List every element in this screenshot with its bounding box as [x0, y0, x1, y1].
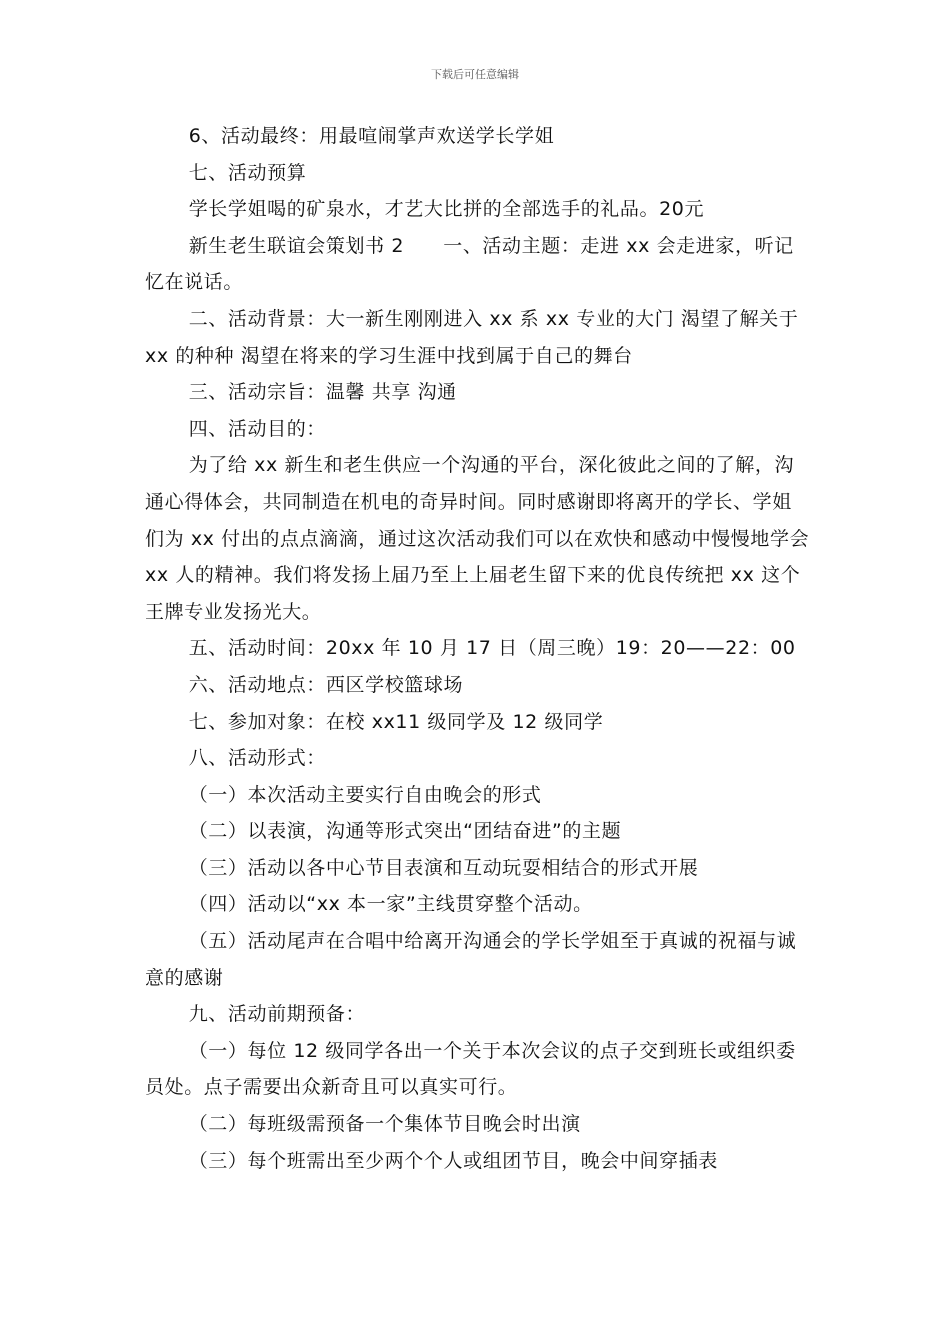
- paragraph: （三）活动以各中心节目表演和互动玩耍相结合的形式开展: [188, 856, 699, 879]
- paragraph: （四）活动以“xx 本一家”主线贯穿整个活动。: [188, 893, 593, 916]
- paragraph: 新生老生联谊会策划书 2 一、活动主题：走进 xx 会走进家，听记忆在说话。: [145, 234, 794, 294]
- paragraph: 七、参加对象：在校 xx11 级同学及 12 级同学: [188, 710, 604, 733]
- paragraph: （二）每班级需预备一个集体节目晚会时出演: [188, 1113, 581, 1136]
- paragraph: （一）每位 12 级同学各出一个关于本次会议的点子交到班长或组织委员处。点子需要出众新奇且可以真实可行。: [145, 1039, 796, 1099]
- paragraph: 为了给 xx 新生和老生供应一个沟通的平台，深化彼此之间的了解，沟通心得体会，共同制造在机电的奇异时间。同时感谢即将离开的学长、学姐们为 xx 付出的点点滴滴，通过这次活动我们可以在欢快和感动中慢慢地学会 xx 人的精神。我们将发扬上届乃至上上届老生留下来的优良传统把 xx 这个王牌专业发扬光大。: [145, 454, 816, 623]
- paragraph: 二、活动背景：大一新生刚刚进入 xx 系 xx 专业的大门 渴望了解关于 xx 的种种 渴望在将来的学习生涯中找到属于自己的舞台: [145, 307, 806, 367]
- paragraph: 学长学姐喝的矿泉水，才艺大比拼的全部选手的礼品。20元: [188, 198, 705, 221]
- paragraph: 九、活动前期预备：: [188, 1003, 366, 1026]
- paragraph: 6、活动最终：用最喧闹掌声欢送学长学姐: [188, 125, 555, 147]
- paragraph: 四、活动目的：: [188, 417, 326, 440]
- paragraph: （二）以表演，沟通等形式突出“团结奋进”的主题: [188, 820, 622, 843]
- paragraph: 三、活动宗旨：温馨 共享 沟通: [188, 381, 457, 404]
- paragraph: （一）本次活动主要实行自由晚会的形式: [188, 783, 542, 806]
- page-header: 下载后可任意编辑: [431, 68, 519, 81]
- paragraph: （三）每个班需出至少两个个人或组团节目，晚会中间穿插表: [188, 1149, 718, 1172]
- paragraph: 八、活动形式：: [188, 747, 326, 770]
- paragraph: 五、活动时间：20xx 年 10 月 17 日（周三晚）19：20——22：00: [188, 637, 796, 660]
- paragraph: 六、活动地点：西区学校篮球场: [188, 673, 464, 696]
- paragraph: （五）活动尾声在合唱中给离开沟通会的学长学姐至于真诚的祝福与诚意的感谢: [145, 930, 797, 989]
- paragraph: 七、活动预算: [188, 161, 307, 184]
- document-body: [145, 118, 816, 1179]
